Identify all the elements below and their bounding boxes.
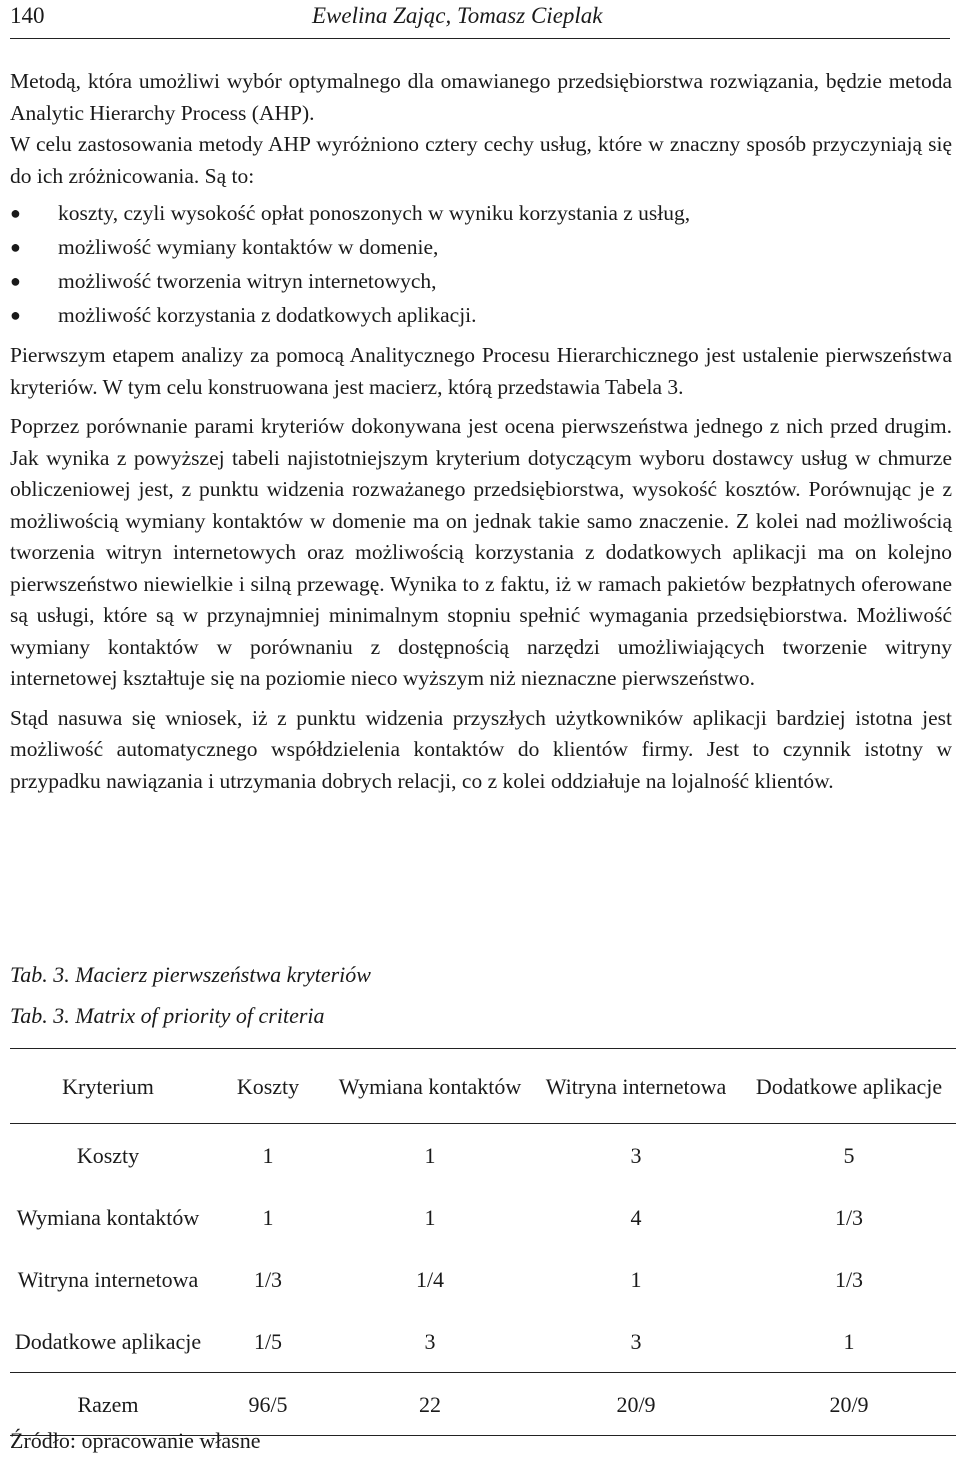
table-source-note: Źródło: opracowanie własne: [10, 1428, 261, 1453]
list-item: [10, 230, 952, 264]
page-header: [10, 0, 950, 39]
header-cell: Witryna internetowa: [530, 1049, 742, 1124]
row-label: Razem: [10, 1373, 206, 1436]
table-cell: 1/4: [415, 1266, 445, 1292]
table-cell: 1: [843, 1328, 855, 1354]
table-row: [10, 1248, 956, 1310]
paragraph-1: Metodą, która umożliwi wybór optymalnego dla omawianego przedsiębiorstwa rozwiązania, będzie metoda Analytic Hierarchy Process (AHP).: [10, 69, 952, 125]
table-total-row: [10, 1373, 956, 1436]
table-cell: 96/5: [206, 1373, 330, 1436]
bullet-icon: ●: [10, 271, 21, 291]
list-item-text: koszty, czyli wysokość opłat ponoszonych w wyniku korzystania z usług,: [58, 201, 691, 225]
table-cell: 22: [330, 1373, 530, 1436]
table-cell: 3: [630, 1142, 642, 1168]
table-cell: 1: [630, 1266, 642, 1292]
row-label: Koszty: [76, 1142, 140, 1168]
page-number: 140: [10, 3, 45, 28]
table-cell: 1: [424, 1204, 436, 1230]
table-cell: 5: [843, 1142, 855, 1168]
table-cell: 1: [424, 1142, 436, 1168]
header-cell: Dodatkowe aplikacje: [742, 1049, 956, 1124]
header-cell: Wymiana kontaktów: [330, 1049, 530, 1124]
table-row: [10, 1310, 956, 1373]
bullet-icon: ●: [10, 237, 21, 257]
table-cell: 1/3: [253, 1266, 283, 1292]
table-cell: 20/9: [742, 1373, 956, 1436]
table-header-row: [10, 1049, 956, 1124]
bullet-icon: ●: [10, 203, 21, 223]
list-item-text: możliwość wymiany kontaktów w domenie,: [58, 235, 439, 259]
header-cell: Koszty: [206, 1049, 330, 1124]
table-cell: 4: [630, 1204, 642, 1230]
table-cell: 1/3: [834, 1266, 864, 1292]
running-head-authors: Ewelina Zając, Tomasz Cieplak: [312, 3, 603, 28]
paragraph-5: Stąd nasuwa się wniosek, iż z punktu widzenia przyszłych użytkowników aplikacji bardziej istotna jest możliwość automatycznego współdzielenia kontaktów do klientów firmy. Jest to czynnik istotny w przypadku nawiązania i utrzymania dobrych relacji, co z kolei oddziałuje na lojalność klientów.: [10, 705, 952, 793]
list-item: [10, 196, 952, 230]
criteria-list: [10, 196, 952, 332]
list-item: [10, 298, 952, 332]
list-item: [10, 264, 952, 298]
header-cell: Kryterium: [10, 1049, 206, 1124]
bullet-icon: ●: [10, 305, 21, 325]
table-cell: 1: [262, 1142, 274, 1168]
table-caption-en: Tab. 3. Matrix of priority of criteria: [10, 1003, 325, 1028]
list-item-text: możliwość korzystania z dodatkowych aplikacji.: [58, 303, 477, 327]
paragraph-2: W celu zastosowania metody AHP wyróżniono cztery cechy usług, które w znaczny sposób przyczyniają się do ich zróżnicowania. Są to:: [10, 132, 952, 188]
paragraph-3: Pierwszym etapem analizy za pomocą Analitycznego Procesu Hierarchicznego jest ustalenie pierwszeństwa kryteriów. W tym celu konstruowana jest macierz, którą przedstawia Tabela 3.: [10, 343, 952, 399]
table-cell: 1/3: [834, 1204, 864, 1230]
table-cell: 3: [424, 1328, 436, 1354]
priority-matrix-table: [10, 1048, 956, 1436]
table-row: [10, 1186, 956, 1248]
table-cell: 1: [262, 1204, 274, 1230]
row-label: Witryna internetowa: [17, 1266, 199, 1292]
table-cell: 20/9: [530, 1373, 742, 1436]
row-label: Wymiana kontaktów: [16, 1204, 200, 1230]
table-cell: 1/5: [253, 1328, 283, 1354]
table-row: [10, 1124, 956, 1187]
row-label: Dodatkowe aplikacje: [14, 1328, 202, 1354]
list-item-text: możliwość tworzenia witryn internetowych,: [58, 269, 437, 293]
table-caption-pl: Tab. 3. Macierz pierwszeństwa kryteriów: [10, 962, 371, 987]
paragraph-4: Poprzez porównanie parami kryteriów dokonywana jest ocena pierwszeństwa jednego z nich przed drugim. Jak wynika z powyższej tabeli najistotniejszym kryterium dotyczącym wyboru dostawcy usług w chmurze obliczeniowej jest, z punktu widzenia rozważanego przedsiębiorstwa, wysokość kosztów. Porównując je z możliwością wymiany kontaktów w domenie ma on jednak takie samo znaczenie. Z kolei nad możliwością tworzenia witryn internetowych oraz możliwością korzystania z dodatkowych aplikacji ma on kolejno pierwszeństwo niewielkie i silną przewagę. Wynika to z faktu, iż w ramach pakietów bezpłatnych oferowane są usługi, które są w przynajmniej minimalnym stopniu spełnić wymagania przedsiębiorstwa. Możliwość wymiany kontaktów w porównaniu z dostępnością narzędzi umożliwiających tworzenie witryny internetowej kształtuje się na poziomie nieco wyższym niż nieznaczne pierwszeństwo.: [10, 414, 952, 690]
table-cell: 3: [630, 1328, 642, 1354]
body-text: [10, 66, 952, 797]
